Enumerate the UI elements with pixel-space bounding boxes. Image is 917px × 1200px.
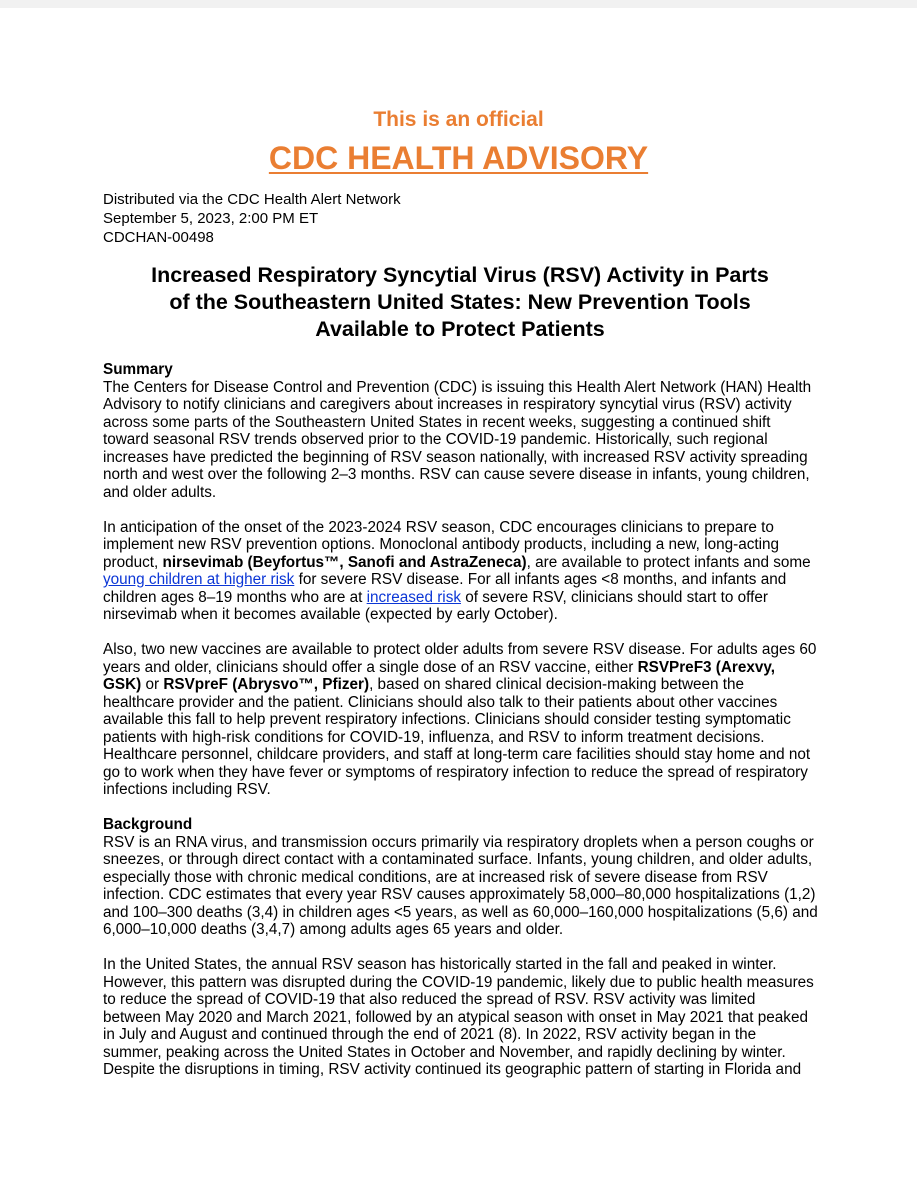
- text-line: between May 2020 and March 2021, followed by an atypical season with onset in May 2021 that peaked: [103, 1008, 808, 1026]
- text-line: especially those with chronic medical conditions, are at increased risk of severe disease from RSV: [103, 868, 768, 886]
- text-line: infections including RSV.: [103, 781, 271, 798]
- summary-paragraph-3: [103, 641, 823, 799]
- arexvy-vaccine-name: GSK): [103, 676, 142, 693]
- text-line: The Centers for Disease Control and Prevention (CDC) is issuing this Health Alert Network (HAN) Health: [103, 378, 812, 396]
- document-title: [90, 262, 830, 343]
- text-line: increases have predicted the beginning of RSV season nationally, with increased RSV activity spreading: [103, 448, 808, 466]
- text-line: and 100–300 deaths (3,4) in children ages <5 years, as well as 60,000–160,000 hospitalizations (5,6) and: [103, 903, 818, 921]
- text-line: implement new RSV prevention options. Monoclonal antibody products, including a new, long-acting: [103, 536, 780, 553]
- page-top-edge: [0, 0, 917, 8]
- text-line: young children at higher risk for severe RSV disease. For all infants ages <8 months, and infants and: [103, 571, 787, 588]
- document-body: [103, 361, 823, 1096]
- title-line: Increased Respiratory Syncytial Virus (RSV) Activity in Parts: [151, 263, 769, 287]
- text-line: However, this pattern was disrupted during the COVID-19 pandemic, likely due to public health measures: [103, 973, 814, 991]
- text-line: available this fall to help prevent respiratory infections. Clinicians should consider testing symptomatic: [103, 711, 791, 728]
- title-line: of the Southeastern United States: New Prevention Tools: [169, 290, 751, 314]
- text-line: Advisory to notify clinicians and caregivers about increases in respiratory syncytial virus (RSV) activity: [103, 396, 792, 413]
- advisory-header: [0, 107, 917, 177]
- summary-paragraph-1: [103, 361, 823, 501]
- nirsevimab-product-name: nirsevimab (Beyfortus™, Sanofi and AstraZeneca): [162, 553, 527, 571]
- text-line: Healthcare personnel, childcare providers, and staff at long-term care facilities should stay home and not: [103, 746, 811, 763]
- text-line: In anticipation of the onset of the 2023-2024 RSV season, CDC encourages clinicians to prepare to: [103, 518, 774, 536]
- text-line: toward seasonal RSV trends observed prior to the COVID-19 pandemic. Historically, such regional: [103, 431, 768, 448]
- title-line: Available to Protect Patients: [315, 317, 605, 341]
- summary-paragraph-2: [103, 519, 823, 624]
- text-line: across some parts of the Southeastern United States in recent weeks, suggesting a continued shift: [103, 413, 771, 431]
- han-id: CDCHAN-00498: [103, 229, 214, 246]
- text-line: GSK) or RSVpreF (Abrysvo™, Pfizer), based on shared clinical decision-making between the: [103, 676, 745, 693]
- text-line: children ages 8–19 months who are at increased risk of severe RSV, clinicians should start to offer: [103, 588, 768, 606]
- background-heading: Background: [103, 816, 193, 833]
- text-line: summer, peaking across the United States in October and November, and rapidly declining by winter.: [103, 1043, 786, 1061]
- distribution-line: Distributed via the CDC Health Alert Network: [103, 191, 401, 208]
- header-advisory-title: CDC HEALTH ADVISORY: [268, 140, 649, 176]
- background-paragraph-2: [103, 956, 823, 1079]
- summary-heading: Summary: [103, 361, 173, 378]
- text-line: north and west over the following 2–3 months. RSV can cause severe disease in infants, young children,: [103, 466, 810, 483]
- text-line: 6,000–10,000 deaths (3,4,7) among adults ages 65 years and older.: [103, 921, 564, 938]
- text-line: in July and August and continued through the end of 2021 (8). In 2022, RSV activity began in the: [103, 1026, 757, 1043]
- text-line: sneezes, or through direct contact with a contaminated surface. Infants, young children, and older adults,: [103, 851, 813, 868]
- text-line: years and older, clinicians should offer a single dose of an RSV vaccine, either RSVPreF3 (Arexvy,: [103, 658, 776, 676]
- distribution-info: [103, 190, 401, 247]
- distribution-date: September 5, 2023, 2:00 PM ET: [103, 210, 319, 227]
- text-line: healthcare provider and the patient. Clinicians should also talk to their patients about other vaccines: [103, 693, 778, 711]
- text-line: to reduce the spread of COVID-19 that also reduced the spread of RSV. RSV activity was limited: [103, 991, 756, 1008]
- text-line: product, nirsevimab (Beyfortus™, Sanofi and AstraZeneca), are available to protect infants and some: [103, 553, 811, 571]
- text-line: infection. CDC estimates that every year RSV causes approximately 58,000–80,000 hospitalizations (1,2): [103, 886, 816, 903]
- text-line: In the United States, the annual RSV season has historically started in the fall and peaked in winter.: [103, 956, 777, 973]
- abrysvo-vaccine-name: RSVpreF (Abrysvo™, Pfizer): [163, 676, 370, 693]
- increased-risk-link[interactable]: increased risk: [366, 588, 461, 606]
- text-line: go to work when they have fever or symptoms of respiratory infection to reduce the spread of respiratory: [103, 763, 808, 781]
- arexvy-vaccine-name: RSVPreF3 (Arexvy,: [637, 658, 776, 676]
- background-paragraph-1: [103, 816, 823, 939]
- young-children-higher-risk-link[interactable]: young children at higher risk: [103, 571, 295, 588]
- text-line: Also, two new vaccines are available to protect older adults from severe RSV disease. For adults ages 60: [103, 641, 817, 658]
- text-line: nirsevimab when it becomes available (expected by early October).: [103, 606, 558, 623]
- text-line: Despite the disruptions in timing, RSV activity continued its geographic pattern of starting in Florida and: [103, 1061, 802, 1078]
- text-line: RSV is an RNA virus, and transmission occurs primarily via respiratory droplets when a person coughs or: [103, 833, 814, 851]
- text-line: patients with high-risk conditions for COVID-19, influenza, and RSV to inform treatment decisions.: [103, 728, 765, 746]
- header-official-line: This is an official: [373, 108, 544, 131]
- text-line: and older adults.: [103, 483, 217, 501]
